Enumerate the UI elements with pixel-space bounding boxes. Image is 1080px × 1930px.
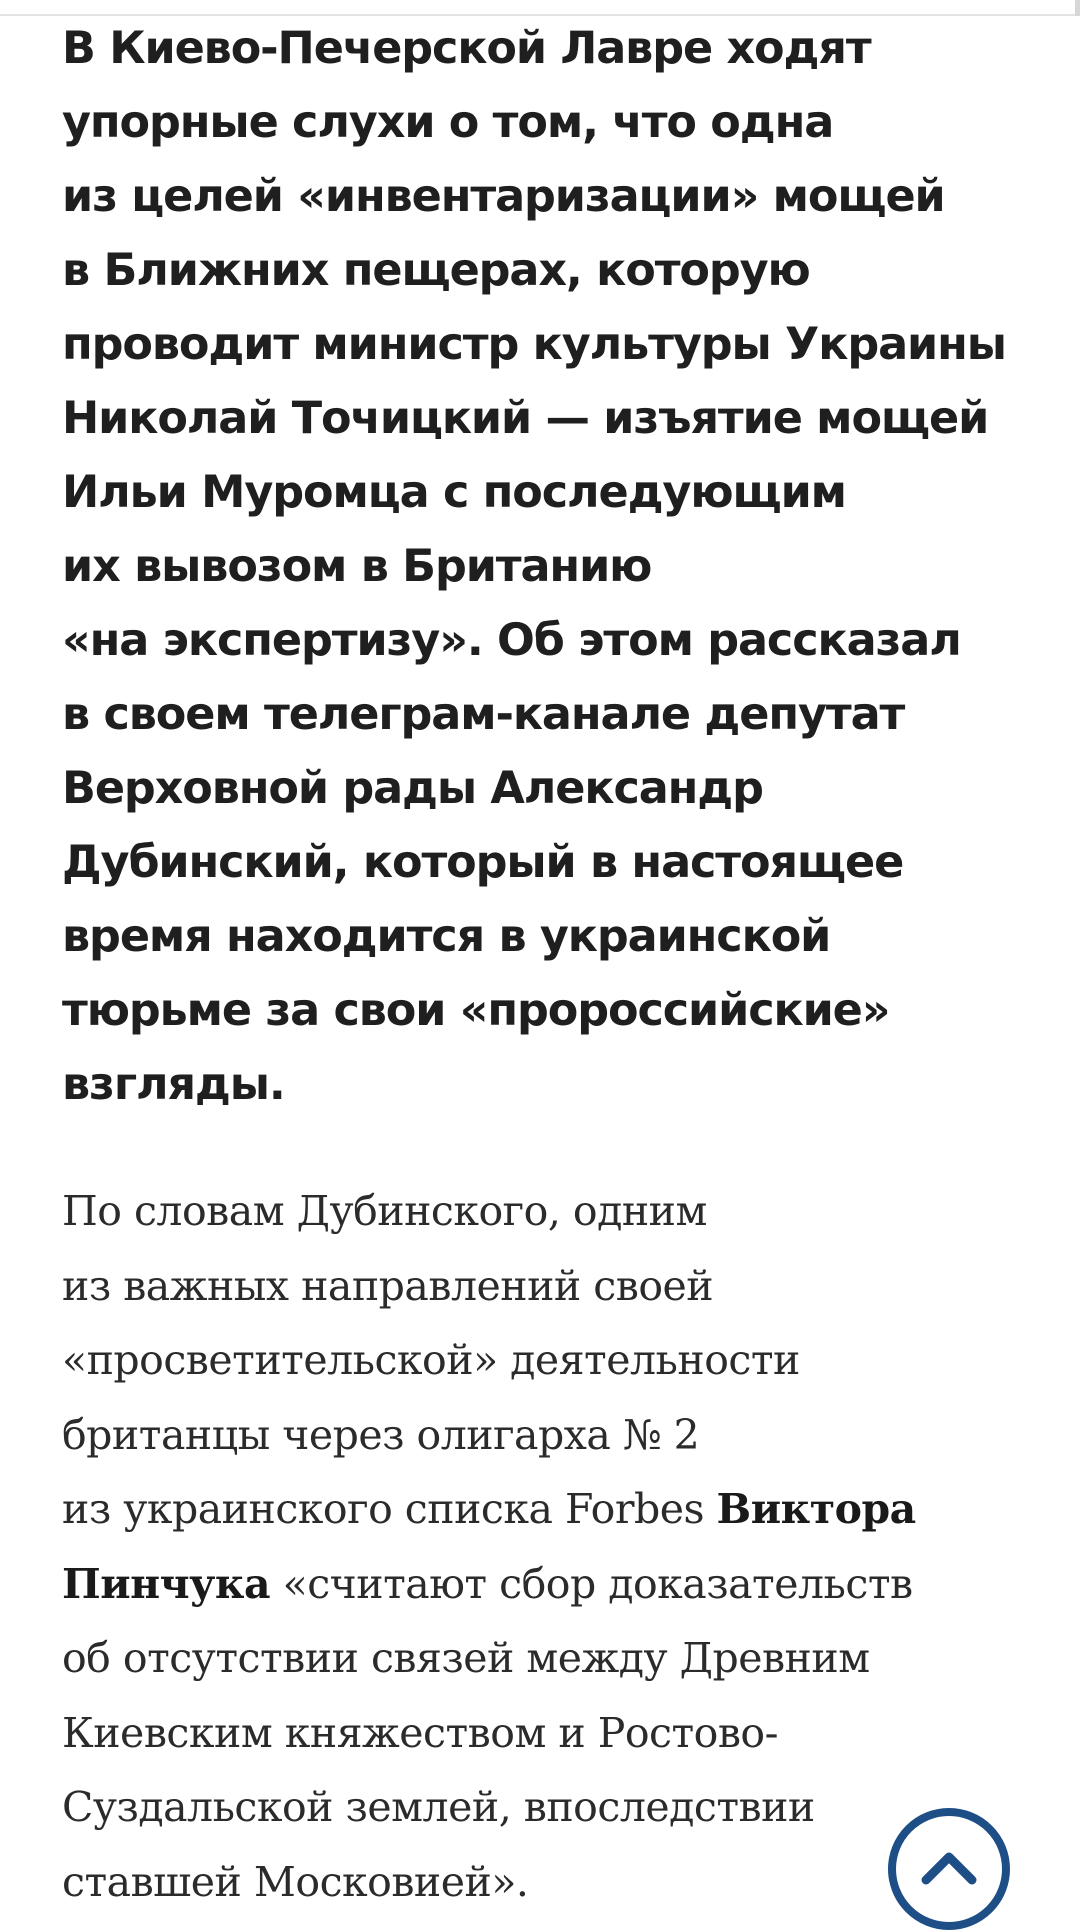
article-paragraph bbox=[62, 1174, 1022, 1919]
paragraph-text: «считают сбор доказательств bbox=[270, 1559, 913, 1608]
article-content bbox=[62, 12, 1022, 1919]
chevron-up-icon bbox=[896, 1816, 1002, 1922]
lead-line: Ильи Муромца с последующим bbox=[62, 467, 846, 518]
lead-line: время находится в украинской bbox=[62, 911, 831, 962]
lead-line: взгляды. bbox=[62, 1059, 285, 1110]
paragraph-line: «просветительской» деятельности bbox=[62, 1336, 800, 1384]
lead-line: Верховной рады Александр bbox=[62, 763, 763, 814]
lead-line: Дубинский, который в настоящее bbox=[62, 837, 904, 888]
paragraph-line bbox=[62, 1472, 1022, 1547]
paragraph-line: из важных направлений своей bbox=[62, 1261, 714, 1310]
lead-line: из целей «инвентаризации» мощей bbox=[62, 171, 945, 222]
paragraph-line: Киевским княжеством и Ростово- bbox=[62, 1708, 778, 1757]
lead-line: в Ближних пещерах, которую bbox=[62, 245, 810, 296]
lead-line: тюрьме за свои «пророссийские» bbox=[62, 985, 890, 1036]
scroll-to-top-button[interactable] bbox=[888, 1808, 1010, 1930]
paragraph-line: По словам Дубинского, одним bbox=[62, 1187, 707, 1235]
article-lead bbox=[62, 12, 1022, 1122]
paragraph-line: Суздальской землей, впоследствии bbox=[62, 1783, 815, 1831]
paragraph-line bbox=[62, 1547, 1022, 1622]
lead-line: их вывозом в Британию bbox=[62, 541, 652, 592]
lead-line: упорные слухи о том, что одна bbox=[62, 97, 834, 148]
lead-line: проводит министр культуры Украины bbox=[62, 319, 1006, 370]
lead-line: в своем телеграм-канале депутат bbox=[62, 689, 905, 740]
paragraph-text: из украинского списка Forbes bbox=[62, 1485, 717, 1533]
person-name-bold: Виктора bbox=[716, 1485, 916, 1533]
lead-line: «на экспертизу». Об этом рассказал bbox=[62, 615, 961, 666]
paragraph-line: об отсутствии связей между Древним bbox=[62, 1634, 870, 1682]
lead-line: В Киево-Печерской Лавре ходят bbox=[62, 23, 871, 74]
person-name-bold: Пинчука bbox=[62, 1559, 271, 1608]
top-divider-edge bbox=[1075, 0, 1080, 16]
paragraph-line: ставшей Московией». bbox=[62, 1857, 529, 1906]
lead-line: Николай Точицкий — изъятие мощей bbox=[62, 393, 989, 444]
paragraph-line: британцы через олигарха № 2 bbox=[62, 1410, 700, 1459]
